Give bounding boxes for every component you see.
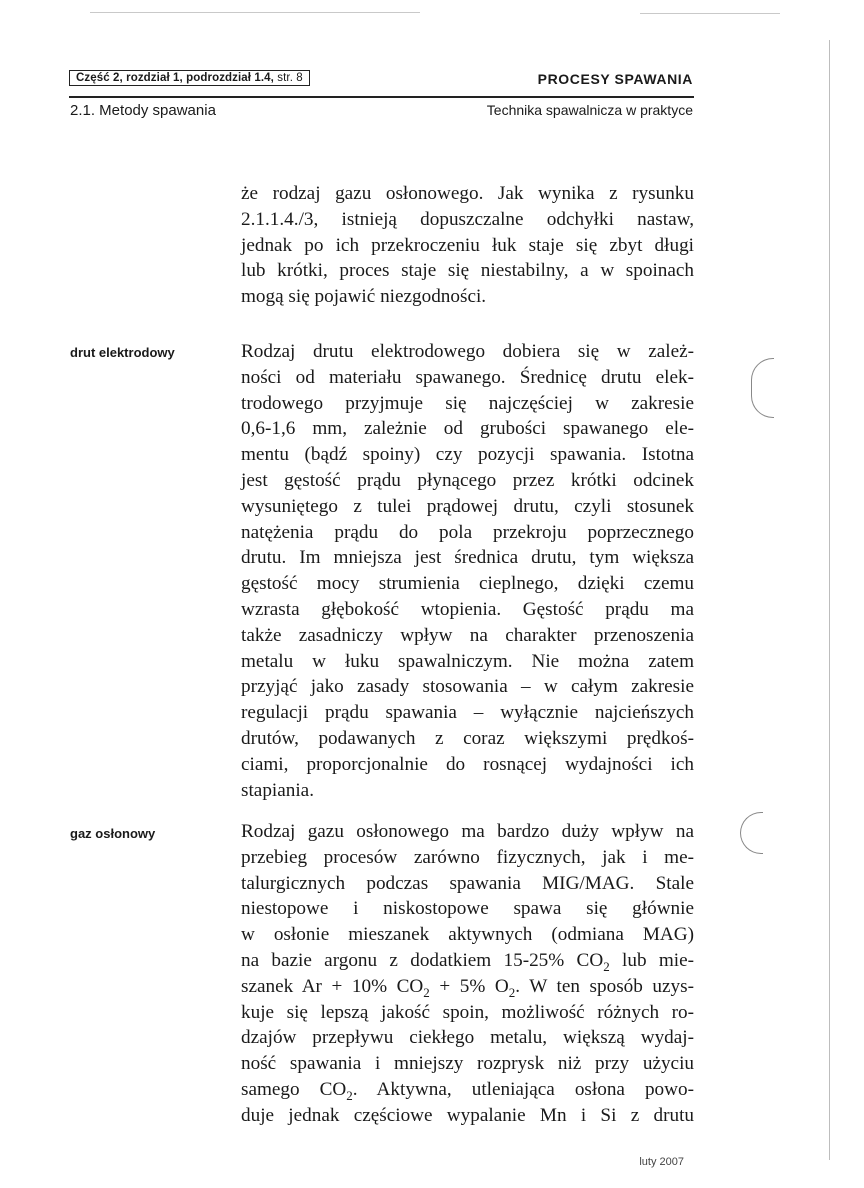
- subscript: 2: [508, 984, 516, 1000]
- text-fragment: + 5% O: [429, 975, 509, 997]
- text-fragment: samego CO: [241, 1078, 347, 1100]
- text-line: stapiania.: [241, 779, 314, 801]
- text-line: dzajów przepływu ciekłego metalu, większą wydaj-: [241, 1027, 694, 1049]
- text-fragment: na bazie argonu z dodatkiem 15-25% CO: [241, 949, 604, 971]
- margin-bracket-upper: [751, 358, 774, 418]
- scan-artifact-top: [90, 12, 420, 13]
- text-line: lub krótki, proces staje się niestabilny, a w spoinach: [241, 260, 694, 282]
- text-line: w osłonie mieszanek aktywnych (odmiana MAG): [241, 924, 694, 946]
- text-line: mogą się pojawić niezgodności.: [241, 286, 487, 308]
- scan-artifact-top-right: [640, 13, 780, 14]
- text-line: że rodzaj gazu osłonowego. Jak wynika z rysunku: [241, 183, 694, 204]
- text-fragment: szanek Ar + 10% CO: [241, 975, 424, 997]
- subscript: 2: [423, 984, 430, 1000]
- text-line-co2: [241, 948, 694, 974]
- wire-paragraph: [241, 339, 694, 803]
- text-line: metalu w łuku spawalniczym. Nie można zatem: [241, 650, 694, 672]
- page-title: PROCESY SPAWANIA: [537, 71, 693, 87]
- text-line: wzrasta głębokość wtopienia. Gęstość prądu ma: [241, 598, 694, 620]
- text-line-samego: [241, 1077, 694, 1103]
- text-line: Rodzaj drutu elektrodowego dobiera się w zależ-: [241, 341, 694, 362]
- text-line: duje jednak częściowe wypalanie Mn i Si z drutu: [241, 1104, 694, 1126]
- text-line: niestopowe i niskostopowe spawa się głównie: [241, 898, 694, 920]
- footer-date: luty 2007: [639, 1156, 684, 1168]
- text-line: wysuniętego z tulei prądowej drutu, czyli stosunek: [241, 495, 694, 517]
- margin-label-gas: gaz osłonowy: [70, 826, 156, 841]
- text-line: natężenia prądu do pola przekroju poprzecznego: [241, 521, 694, 543]
- subscript: 2: [603, 958, 610, 974]
- text-line: drutów, podawanych z coraz większymi prędkoś-: [241, 727, 694, 749]
- text-line: kuje się lepszą jakość spoin, możliwość różnych ro-: [241, 1001, 694, 1023]
- book-title: Technika spawalnicza w praktyce: [486, 102, 693, 118]
- margin-label-wire: drut elektrodowy: [70, 345, 175, 360]
- text-line: mentu (bądź spoiny) czy pozycji spawania. Istotna: [241, 444, 694, 466]
- text-line: regulacji prądu spawania – wyłącznie najcieńszych: [241, 702, 694, 724]
- text-line: jednak po ich przekroczeniu łuk staje się zbyt długi: [241, 234, 694, 256]
- chapter-page: str. 8: [277, 72, 303, 84]
- text-line: Rodzaj gazu osłonowego ma bardzo duży wpływ na: [241, 821, 694, 842]
- text-line: 0,6-1,6 mm, zależnie od grubości spawanego ele-: [241, 418, 694, 440]
- text-line: przyjąć jako zasady stosowania – w całym zakresie: [241, 676, 694, 698]
- scan-artifact-edge: [829, 40, 830, 1160]
- text-line: talurgicznych podczas spawania MIG/MAG. Stale: [241, 872, 694, 894]
- margin-bracket-lower: [740, 812, 763, 854]
- text-line: 2.1.1.4./3, istnieją dopuszczalne odchyłki nastaw,: [241, 208, 694, 230]
- text-line: trodowego przyjmuje się najczęściej w zakresie: [241, 392, 694, 414]
- text-line: ciami, proporcjonalnie do rosnącej wydajności ich: [241, 753, 694, 775]
- gas-paragraph: [241, 819, 694, 1129]
- chapter-location-box: [69, 70, 310, 86]
- text-line: jest gęstość prądu płynącego przez krótki odcinek: [241, 469, 694, 491]
- text-line: przebieg procesów zarówno fizycznych, jak i me-: [241, 846, 694, 868]
- text-fragment: . W ten sposób uzys-: [515, 975, 694, 997]
- text-fragment: lub mie-: [609, 949, 694, 971]
- chapter-location: Część 2, rozdział 1, podrozdział 1.4,: [76, 72, 274, 84]
- text-line-mix: [241, 974, 694, 1000]
- text-line: gęstość mocy strumienia cieplnego, dzięki czemu: [241, 573, 694, 595]
- section-title: 2.1. Metody spawania: [70, 102, 216, 119]
- text-line: ność spawania i mniejszy rozprysk niż przy użyciu: [241, 1053, 694, 1075]
- subscript: 2: [346, 1087, 353, 1103]
- text-line: drutu. Im mniejsza jest średnica drutu, tym większa: [241, 547, 694, 569]
- header-divider: [69, 96, 694, 98]
- text-line: także zasadniczy wpływ na charakter przenoszenia: [241, 624, 694, 646]
- intro-paragraph: [241, 181, 694, 310]
- text-fragment: . Aktywna, utleniająca osłona powo-: [352, 1078, 694, 1100]
- text-line: ności od materiału spawanego. Średnicę drutu elek-: [241, 366, 694, 388]
